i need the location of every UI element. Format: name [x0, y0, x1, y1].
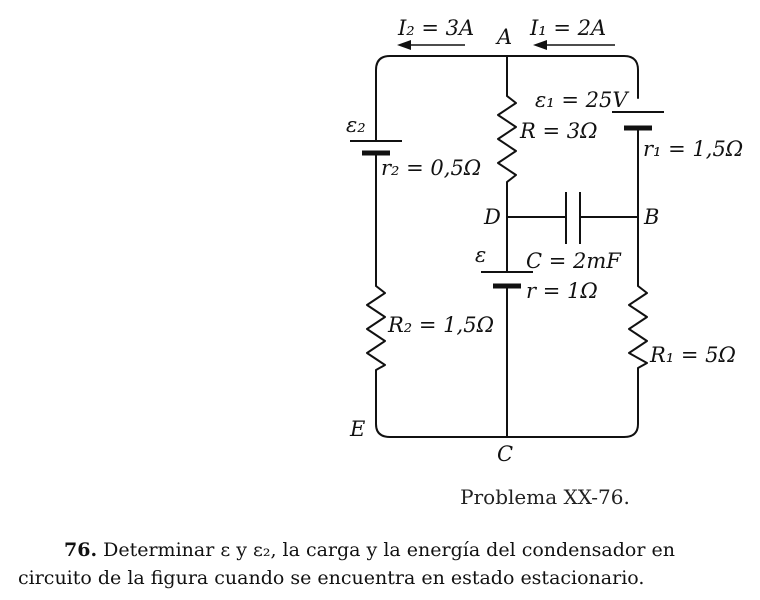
label-I1: I₁ = 2A [530, 16, 607, 40]
label-r2: r₂ = 0,5Ω [381, 156, 482, 180]
resistor-R2 [367, 286, 385, 370]
label-node-D: D [484, 205, 501, 229]
label-r: r = 1Ω [526, 279, 598, 303]
problem-statement [18, 536, 748, 592]
label-node-A: A [497, 25, 513, 49]
label-node-B: B [644, 205, 660, 229]
label-emf1: ε₁ = 25V [535, 88, 628, 112]
figure-caption: Problema XX-76. [460, 485, 630, 509]
problem-text: Determinar ε y ε₂, la carga y la energía del condensador en circuito de la figura cuando se encuentra en estado estacionario. [18, 539, 675, 589]
label-node-C: C [497, 442, 514, 466]
resistor-R1 [629, 286, 647, 368]
wire-top-left [376, 56, 507, 140]
label-emf: ε [475, 243, 487, 267]
label-R: R = 3Ω [520, 119, 598, 143]
problem-number: 76. [64, 539, 98, 561]
label-R2: R₂ = 1,5Ω [388, 313, 494, 337]
label-R1: R₁ = 5Ω [650, 343, 736, 367]
resistor-R [498, 96, 516, 182]
label-node-E: E [350, 417, 366, 441]
label-C: C = 2mF [526, 249, 621, 273]
label-r1: r₁ = 1,5Ω [643, 137, 744, 161]
current-arrow-I2 [397, 40, 465, 50]
label-I2: I₂ = 3A [398, 16, 475, 40]
label-emf2: ε₂ [346, 113, 366, 137]
current-arrow-I1 [533, 40, 615, 50]
